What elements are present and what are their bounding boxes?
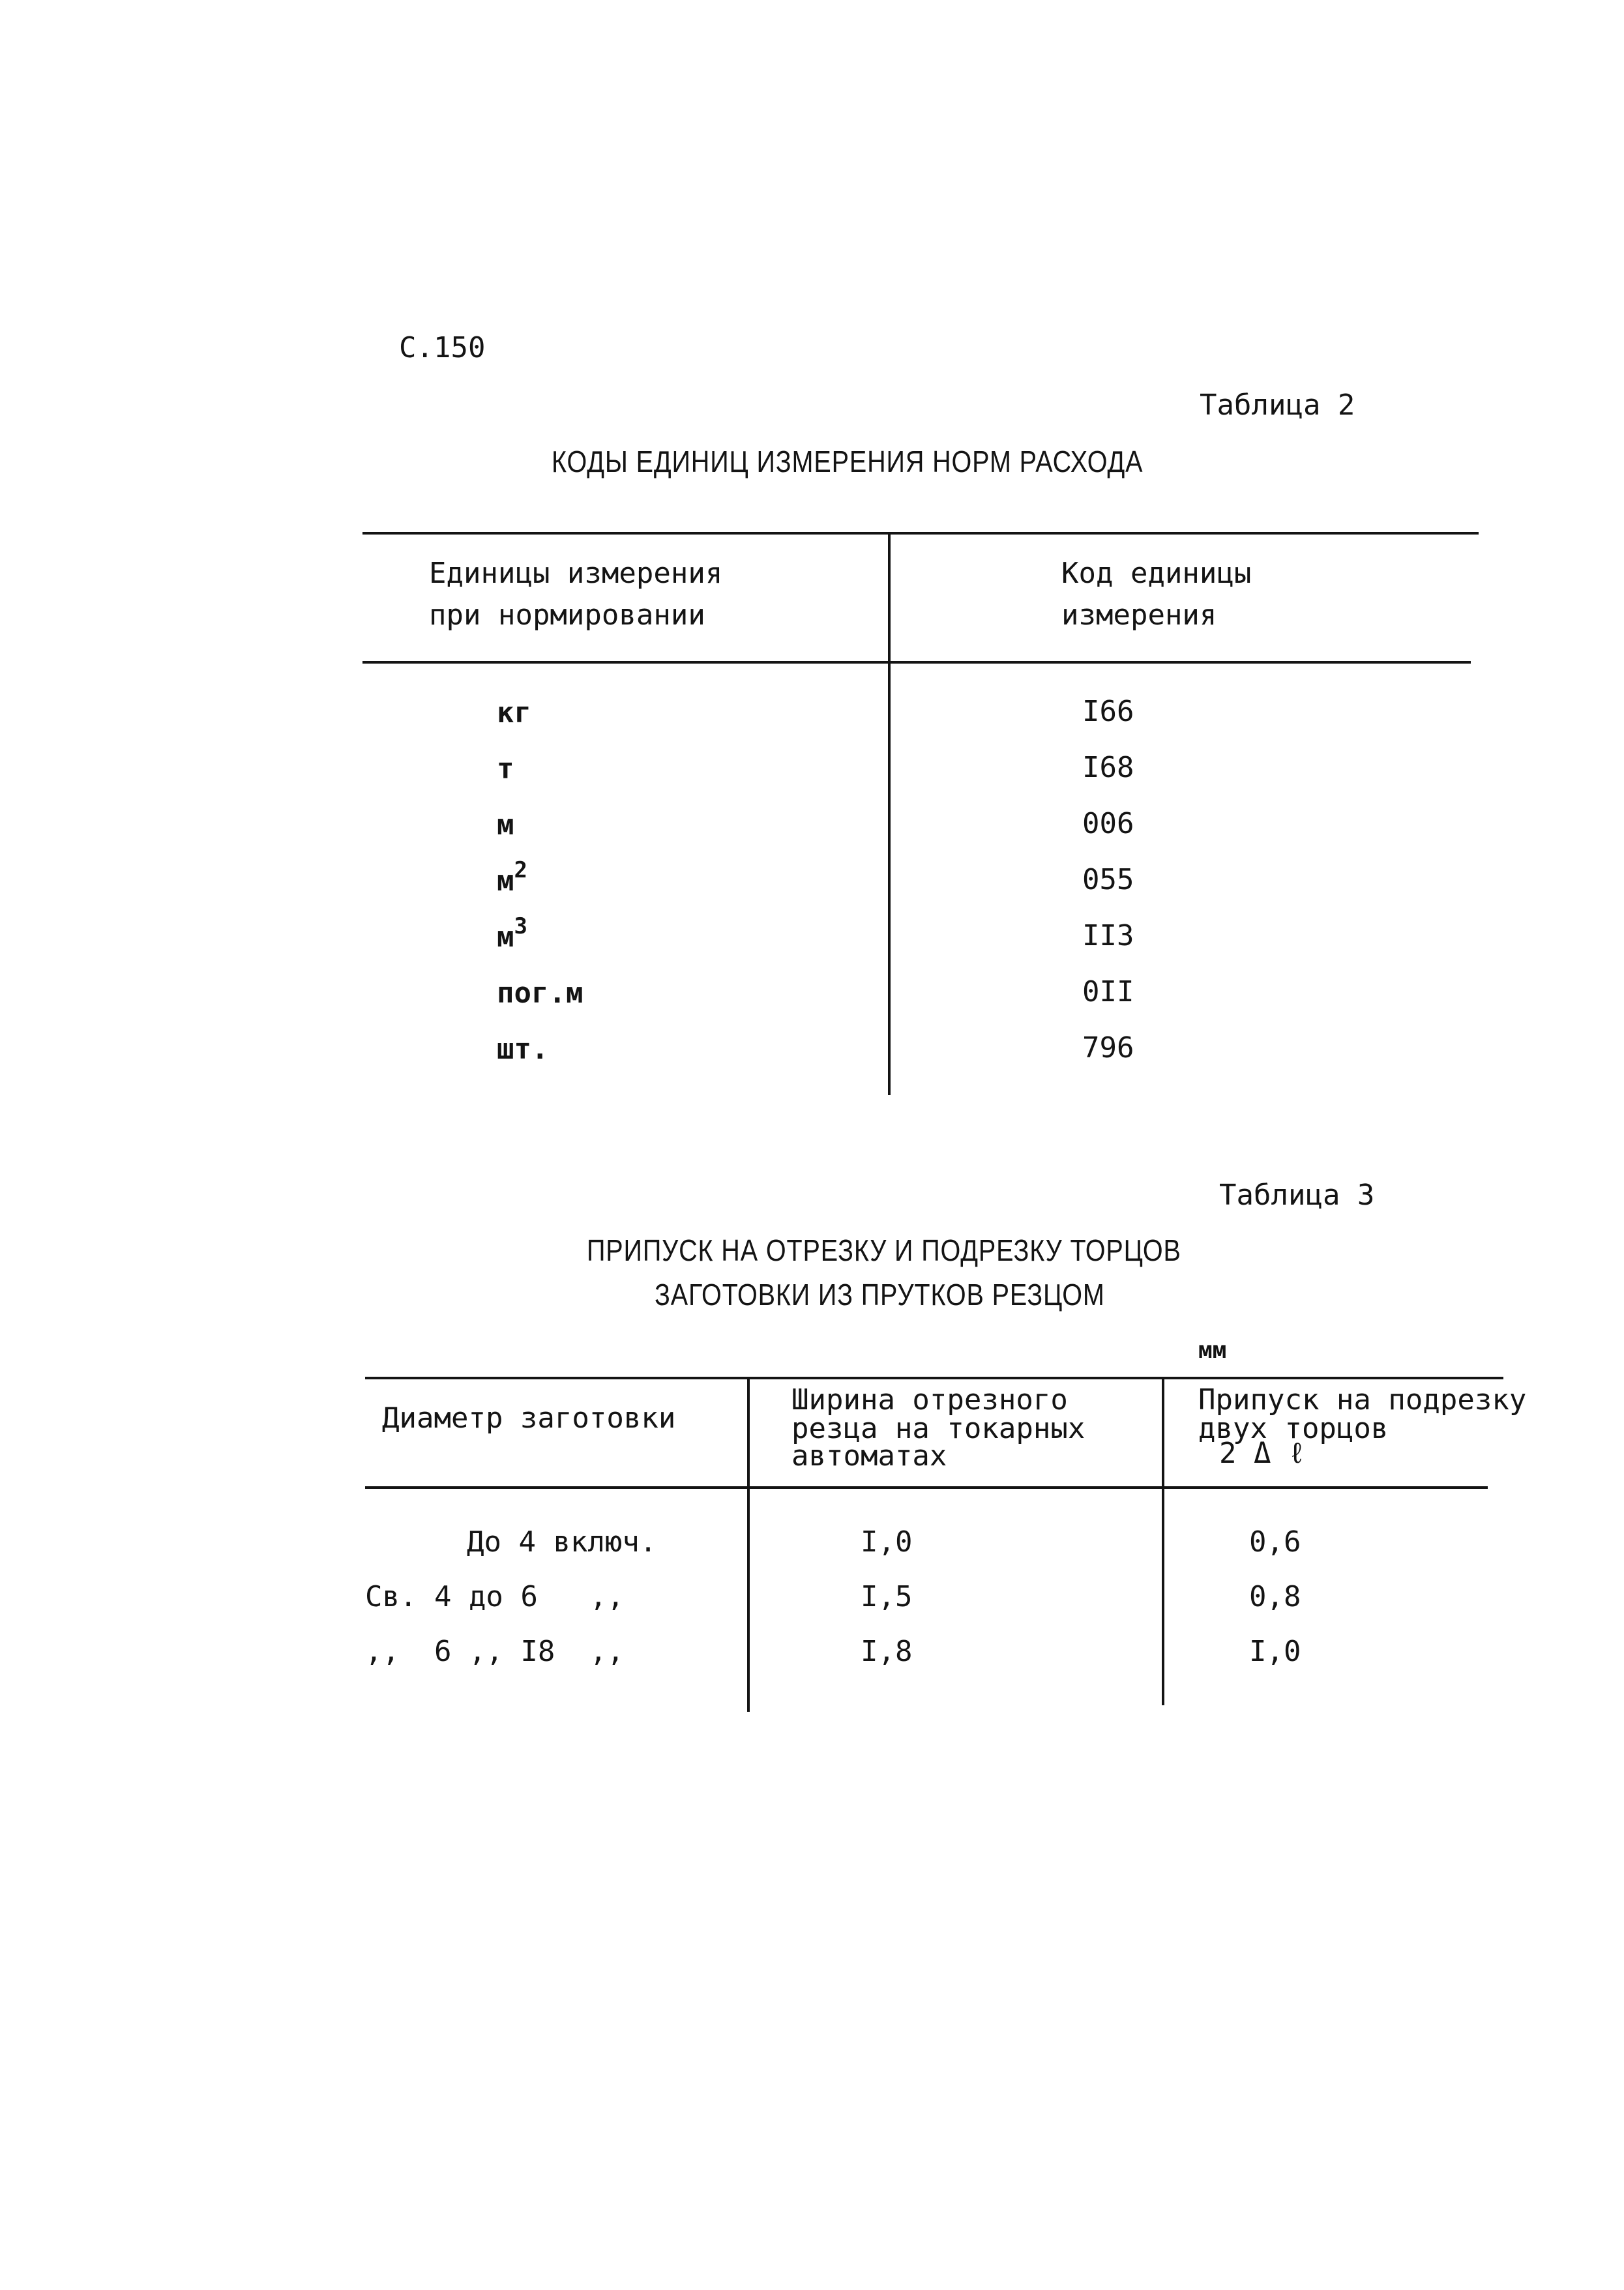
table3-header-col2-line2: резца на токарных bbox=[791, 1412, 1085, 1445]
table2-header-col1-line1: Единицы измерения bbox=[429, 557, 723, 590]
table3-top-rule bbox=[365, 1377, 1503, 1379]
table3-header-col3-line3: 2 Δ ℓ bbox=[1219, 1437, 1306, 1470]
table3-units: мм bbox=[1198, 1337, 1227, 1364]
unit-exponent: 3 bbox=[514, 913, 527, 940]
table3-header-rule bbox=[365, 1486, 1488, 1489]
width-cell: I,0 bbox=[861, 1525, 913, 1559]
unit-cell: м bbox=[497, 920, 514, 954]
unit-cell: т bbox=[497, 752, 514, 785]
table3-column-divider-1 bbox=[747, 1378, 750, 1712]
table2-top-rule bbox=[362, 532, 1479, 535]
table2-header-col1-line2: при нормировании bbox=[429, 598, 705, 632]
code-cell: II3 bbox=[1082, 919, 1134, 952]
allowance-cell: 0,6 bbox=[1249, 1525, 1301, 1559]
table3-header-col2-line3: автоматах bbox=[791, 1439, 947, 1473]
width-cell: I,8 bbox=[861, 1635, 913, 1668]
table2-column-divider bbox=[888, 533, 891, 1095]
table3-header-col2-line1: Ширина отрезного bbox=[791, 1383, 1068, 1417]
table2-label: Таблица 2 bbox=[1200, 389, 1355, 422]
unit-cell: м bbox=[497, 808, 514, 842]
table2-title: КОДЫ ЕДИНИЦ ИЗМЕРЕНИЯ НОРМ РАСХОДА bbox=[552, 445, 1144, 478]
diameter-cell: До 4 включ. bbox=[467, 1525, 657, 1559]
code-cell: 006 bbox=[1082, 807, 1134, 840]
allowance-cell: 0,8 bbox=[1249, 1580, 1301, 1613]
code-cell: 796 bbox=[1082, 1031, 1134, 1064]
table3-title-line1: ПРИПУСК НА ОТРЕЗКУ И ПОДРЕЗКУ ТОРЦОВ bbox=[587, 1233, 1181, 1267]
unit-cell: пог.м bbox=[497, 976, 583, 1010]
table2-header-col2-line1: Код единицы bbox=[1061, 557, 1252, 590]
diameter-cell: Св. 4 до 6 ,, bbox=[365, 1580, 625, 1613]
page-number: С.150 bbox=[399, 331, 486, 364]
width-cell: I,5 bbox=[861, 1580, 913, 1613]
unit-cell: кг bbox=[497, 696, 531, 729]
code-cell: I68 bbox=[1082, 751, 1134, 784]
unit-exponent: 2 bbox=[514, 857, 527, 884]
diameter-cell: ,, 6 ,, I8 ,, bbox=[365, 1635, 625, 1668]
unit-cell: м bbox=[497, 864, 514, 898]
table3-title-line2: ЗАГОТОВКИ ИЗ ПРУТКОВ РЕЗЦОМ bbox=[655, 1278, 1105, 1312]
table3-header-col1: Диаметр заготовки bbox=[382, 1402, 676, 1435]
table3-label: Таблица 3 bbox=[1219, 1179, 1375, 1212]
table3-header-col3-line2: двух торцов bbox=[1198, 1412, 1389, 1445]
allowance-cell: I,0 bbox=[1249, 1635, 1301, 1668]
code-cell: 0II bbox=[1082, 975, 1134, 1008]
code-cell: 055 bbox=[1082, 863, 1134, 896]
unit-cell: шт. bbox=[497, 1033, 549, 1066]
code-cell: I66 bbox=[1082, 695, 1134, 728]
table2-header-col2-line2: измерения bbox=[1061, 598, 1217, 632]
table2-header-rule bbox=[362, 661, 1471, 664]
table3-header-col3-line1: Припуск на подрезку bbox=[1198, 1383, 1527, 1417]
table3-column-divider-2 bbox=[1162, 1378, 1164, 1705]
